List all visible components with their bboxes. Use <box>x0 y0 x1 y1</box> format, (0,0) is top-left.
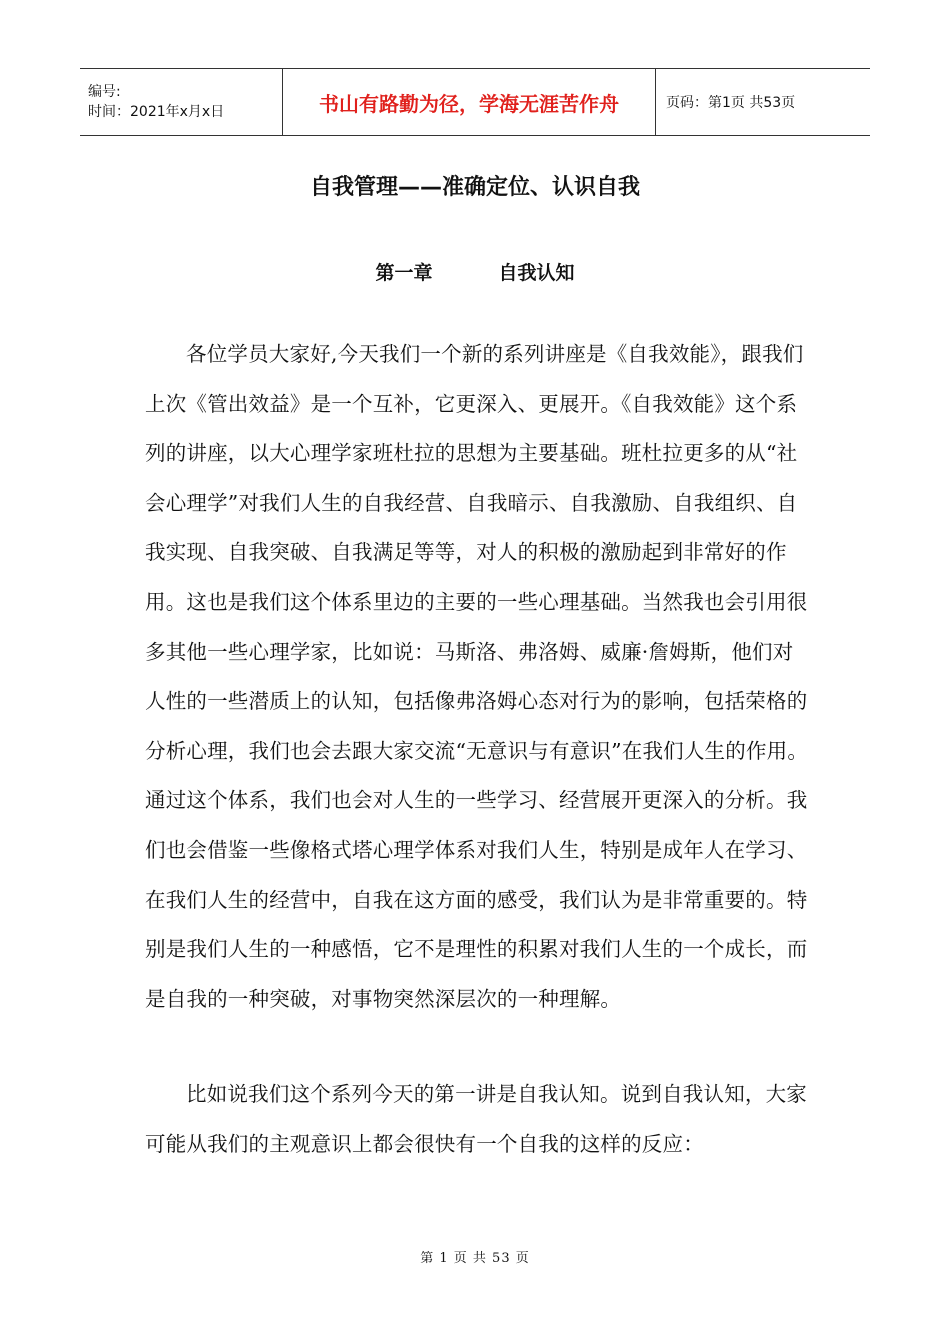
page-footer: 第 1 页 共 53 页 <box>420 1251 530 1266</box>
body-paragraph: 比如说我们这个系列今天的第一讲是自我认知。说到自我认知，大家可能从我们的主观意识上都会很快有一个自我的这样的反应： <box>145 1082 807 1156</box>
body-paragraph: 各位学员大家好,今天我们一个新的系列讲座是《自我效能》，跟我们上次《管出效益》是一个互补，它更深入、更展开。《自我效能》这个系列的讲座，以大心理学家班杜拉的思想为主要基础。班杜拉更多的从“社会心理学”对我们人生的自我经营、自我暗示、自我激励、自我组织、自我实现、自我突破、自我满足等等，对人的积极的激励起到非常好的作用。这也是我们这个体系里边的主要的一些心理基础。当然我也会引用很多其他一些心理学家，比如说：马斯洛、弗洛姆、威廉·詹姆斯，他们对人性的一些潜质上的认知，包括像弗洛姆心态对行为的影响，包括荣格的分析心理，我们也会去跟大家交流“无意识与有意识”在我们人生的作用。通过这个体系，我们也会对人生的一些学习、经营展开更深入的分析。我们也会借鉴一些像格式塔心理学体系对我们人生，特别是成年人在学习、在我们人生的经营中，自我在这方面的感受，我们认为是非常重要的。特别是我们人生的一种感悟，它不是理性的积累对我们人生的一个成长，而是自我的一种突破，对事物突然深层次的一种理解。 <box>145 342 809 1011</box>
document-time-label: 时间：2021年x月x日 <box>88 104 225 120</box>
header-meta <box>80 69 282 135</box>
header-page-info: 页码：第1页 共53页 <box>666 95 796 111</box>
document-title: 自我管理——准确定位、认识自我 <box>309 175 640 200</box>
document-body <box>145 330 810 1170</box>
chapter-heading <box>0 258 950 285</box>
page-header <box>80 68 870 136</box>
chapter-number: 第一章 <box>375 262 433 284</box>
chapter-title: 自我认知 <box>498 262 575 284</box>
document-number-label: 编号: <box>88 84 121 100</box>
header-motto: 书山有路勤为径，学海无涯苦作舟 <box>319 91 619 116</box>
header-motto-cell <box>282 69 656 135</box>
